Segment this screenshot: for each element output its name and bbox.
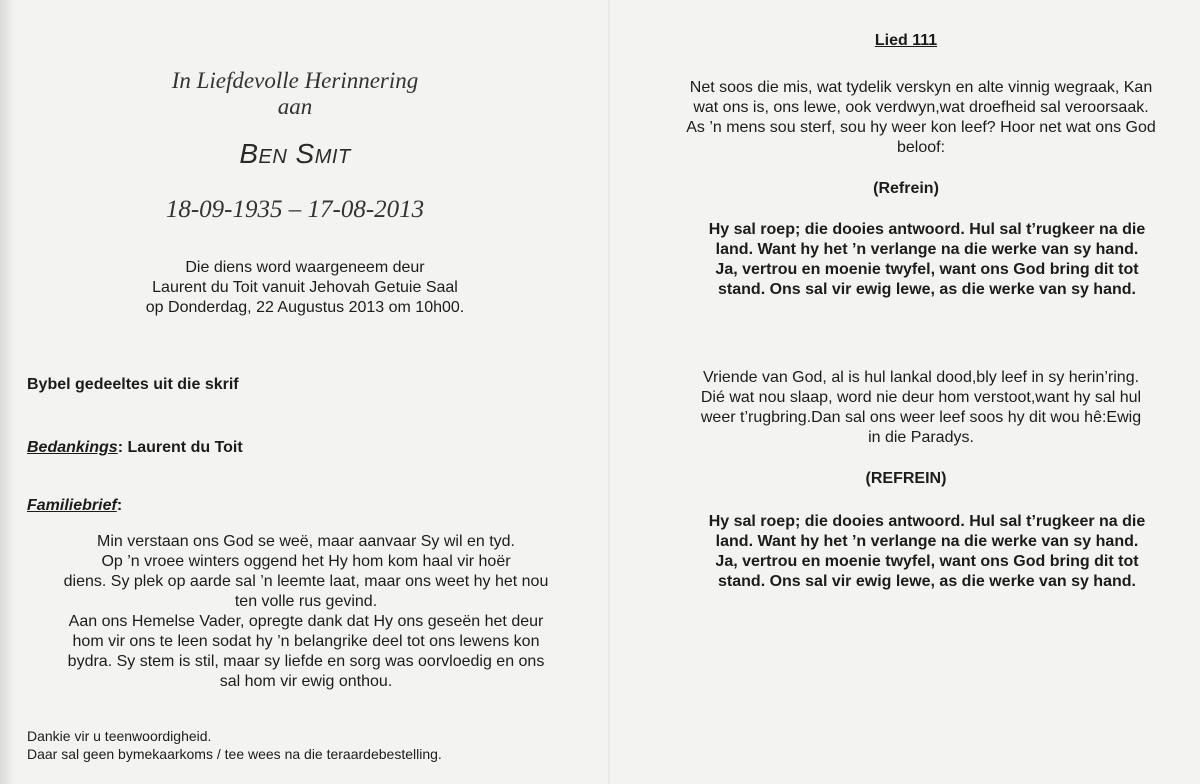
closing-line: Daar sal geen bymekaarkoms / tee wees na die teraardebestelling.: [27, 746, 442, 762]
deceased-name: Ben Smit: [239, 138, 351, 169]
verse-line: wat ons is, ons lewe, ook verdwyn,wat droefheid sal veroorsaak.: [693, 99, 1149, 116]
letter-line: hom vir ons te leen sodat hy ’n belangrike deel tot ons lewens kon: [72, 633, 540, 650]
family-letter-label: Familiebrief: [27, 497, 117, 514]
thanks-colon: :: [117, 439, 124, 456]
right-page: [612, 0, 1200, 784]
thanks-line: [27, 439, 243, 457]
letter-line: Aan ons Hemelse Vader, opregte dank dat Hy ons geseën het deur: [68, 613, 544, 630]
letter-line: Op ’n vroee winters oggend het Hy hom kom haal vir hoër: [101, 553, 511, 570]
chorus-line: land. Want hy het ’n verlange na die werke van sy hand.: [715, 533, 1139, 550]
verse-line: Vriende van God, al is hul lankal dood,bly leef in sy herin’ring.: [702, 369, 1140, 386]
verse-line: beloof:: [896, 139, 946, 156]
chorus-line: stand. Ons sal vir ewig lewe, as die werke van sy hand.: [718, 573, 1136, 590]
service-line: op Donderdag, 22 Augustus 2013 om 10h00.: [145, 299, 465, 316]
verse-2: [656, 368, 1186, 448]
closing-notes: [27, 727, 442, 763]
letter-line: Min verstaan ons God se weë, maar aanvaar Sy wil en tyd.: [97, 533, 515, 550]
chorus-line: Ja, vertrou en moenie twyfel, want ons God bring dit tot: [715, 553, 1139, 570]
memorial-heading-aan: aan: [277, 94, 313, 119]
closing-line: Dankie vir u teenwoordigheid.: [27, 728, 212, 744]
verse-line: Dié wat nou slaap, word nie deur hom verstoot,want hy sal hul: [700, 389, 1142, 406]
letter-line: sal hom vir ewig onthou.: [219, 673, 393, 690]
chorus-1: [672, 220, 1182, 300]
verse-line: in die Paradys.: [868, 429, 974, 446]
family-letter-colon: :: [116, 497, 123, 514]
life-dates: 18-09-1935 – 17-08-2013: [165, 196, 425, 223]
refrain-label-2: (REFREIN): [865, 470, 947, 487]
chorus-line: Hy sal roep; die dooies antwoord. Hul sal t’rugkeer na die: [708, 513, 1146, 530]
verse-line: Net soos die mis, wat tydelik verskyn en alte vinnig wegraak, Kan: [689, 79, 1153, 96]
thanks-label: Bedankings: [27, 439, 118, 456]
service-info: [100, 258, 510, 318]
chorus-2: [672, 512, 1182, 592]
family-letter: [20, 532, 592, 692]
family-letter-heading: [27, 497, 122, 515]
letter-line: ten volle rus gevind.: [234, 593, 378, 610]
chorus-line: Hy sal roep; die dooies antwoord. Hul sal t’rugkeer na die: [708, 221, 1146, 238]
chorus-line: Ja, vertrou en moenie twyfel, want ons God bring dit tot: [715, 261, 1139, 278]
verse-line: As ’n mens sou sterf, sou hy weer kon leef? Hoor net wat ons God: [686, 119, 1156, 136]
bible-readings-label: Bybel gedeeltes uit die skrif: [27, 376, 239, 393]
letter-line: bydra. Sy stem is stil, maar sy liefde en sorg was oorvloedig en ons: [67, 653, 545, 670]
service-line: Die diens word waargeneem deur: [185, 259, 425, 276]
verse-line: weer t’rugbring.Dan sal ons weer leef soos hy dit wou hê:Ewig: [700, 409, 1142, 426]
verse-1: [656, 78, 1186, 158]
chorus-line: stand. Ons sal vir ewig lewe, as die werke van sy hand.: [718, 281, 1136, 298]
memorial-heading: In Liefdevolle Herinnering: [171, 68, 419, 93]
thanks-value: Laurent du Toit: [123, 439, 243, 456]
chorus-line: land. Want hy het ’n verlange na die werke van sy hand.: [715, 241, 1139, 258]
song-title: Lied 111: [874, 32, 938, 49]
service-line: Laurent du Toit vanuit Jehovah Getuie Saal: [152, 279, 458, 296]
refrain-label-1: (Refrein): [873, 180, 939, 197]
letter-line: diens. Sy plek op aarde sal ’n leemte laat, maar ons weet hy het nou: [63, 573, 549, 590]
